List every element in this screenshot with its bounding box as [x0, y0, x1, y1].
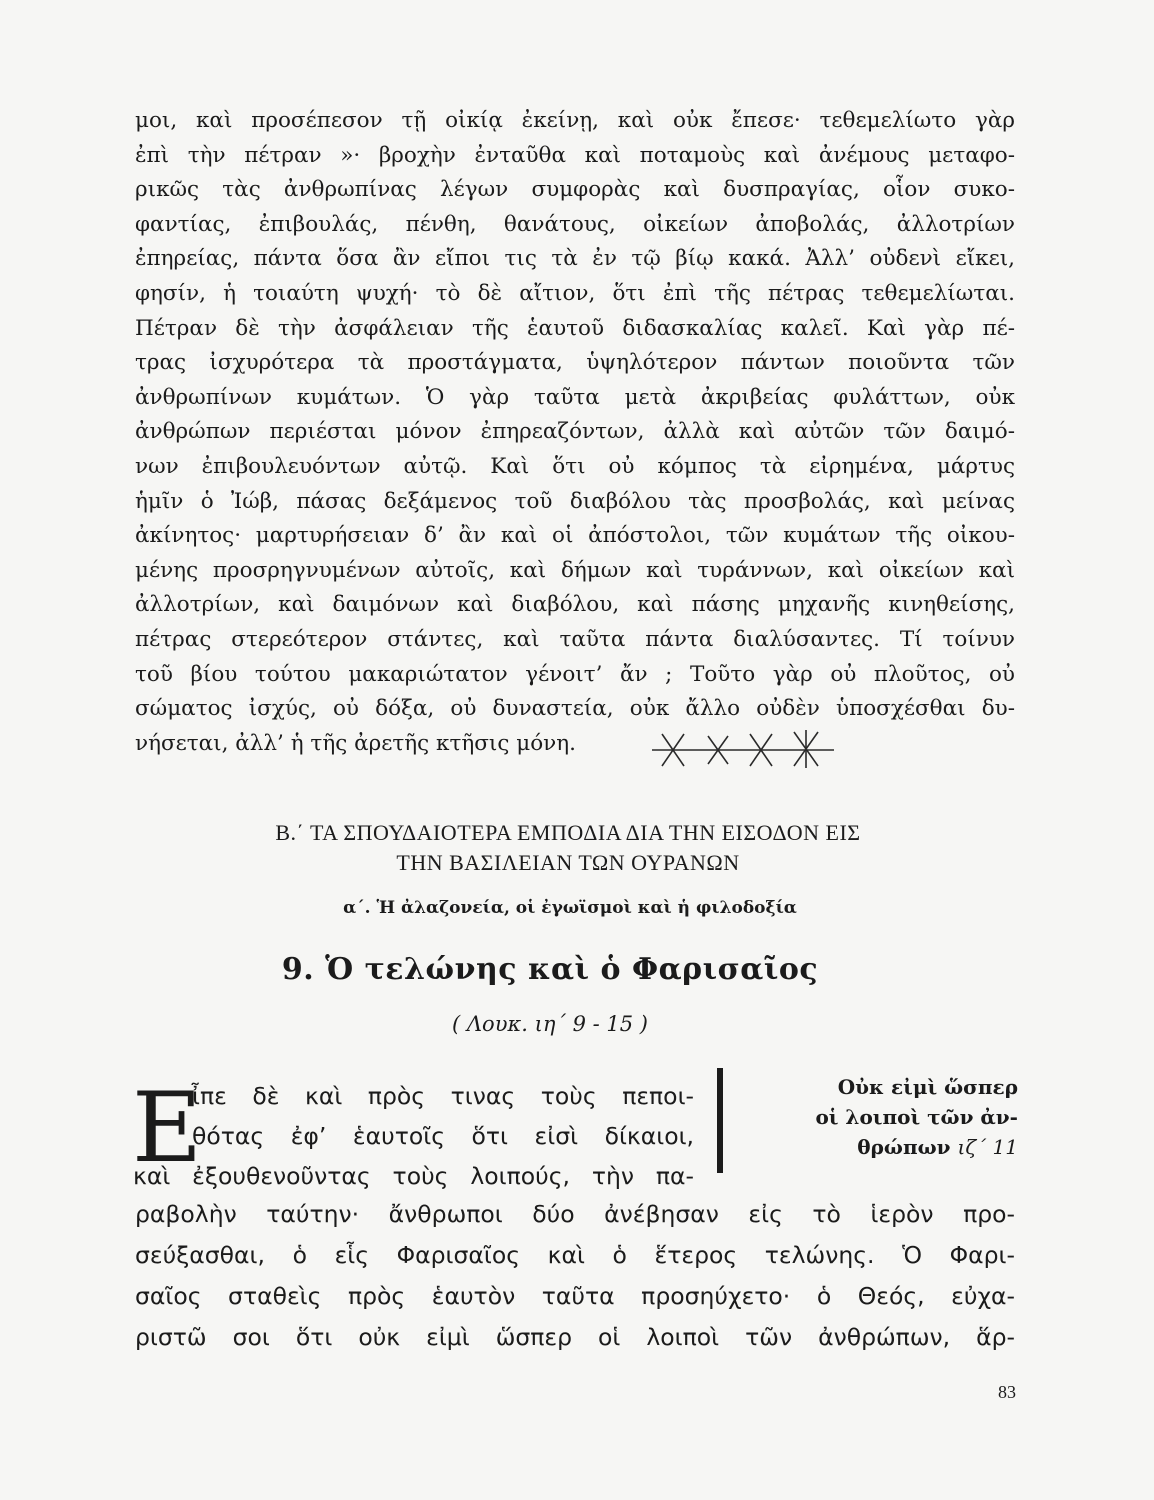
- text-line: ριστῶ σοι ὅτι οὐκ εἰμὶ ὥσπερ οἱ λοιποὶ τῶν ἀνθρώπων, ἅρ-: [135, 1323, 1015, 1351]
- ornament-divider: [648, 726, 838, 770]
- text-line: μένης προσρηγνυμένων αὐτοῖς, καὶ δήμων καὶ τυράννων, καὶ οἰκείων καὶ: [135, 557, 1015, 583]
- upper-paragraph: [135, 104, 1015, 761]
- text-line: φαντίας, ἐπιβουλάς, πένθη, θανάτους, οἰκείων ἀποβολάς, ἀλλοτρίων: [135, 211, 1015, 237]
- sidebar-quote-line: Οὐκ εἰμὶ ὥσπερ: [837, 1075, 1018, 1099]
- sidebar-quote-line: θρώπων: [857, 1135, 951, 1159]
- text-line: νων ἐπιβουλευόντων αὐτῷ. Καὶ ὅτι οὐ κόμπος τὰ εἰρημένα, μάρτυς: [135, 453, 1015, 479]
- text-line: μοι, καὶ προσέπεσον τῇ οἰκίᾳ ἐκείνῃ, καὶ οὐκ ἔπεσε· τεθεμελίωτο γὰρ: [135, 108, 1015, 133]
- text-line: ἀνθρώπων περιέσται μόνον ἐπηρεαζόντων, ἀλλὰ καὶ αὐτῶν τῶν δαιμό-: [135, 419, 1015, 445]
- text-line: ἡμῖν ὁ Ἰώβ, πάσας δεξάμενος τοῦ διαβόλου τὰς προσβολάς, καὶ μείνας: [135, 488, 1015, 514]
- sidebar-quote-reference: ιζ΄ 11: [957, 1135, 1018, 1159]
- text-line: τρας ἰσχυρότερα τὰ προστάγματα, ὑψηλότερον πάντων ποιοῦντα τῶν: [135, 350, 1015, 376]
- page-number: 83: [998, 1382, 1016, 1402]
- text-line: πέτρας στερεότερον στάντες, καὶ ταῦτα πάντα διαλύσαντες. Τί τοίνυν: [135, 626, 1015, 652]
- text-line: φησίν, ἡ τοιαύτη ψυχή· τὸ δὲ αἴτιον, ὅτι ἐπὶ τῆς πέτρας τεθεμελίωται.: [135, 280, 1015, 306]
- section-heading-line: Β.΄ ΤΑ ΣΠΟΥΔΑΙΟΤΕΡΑ ΕΜΠΟΔΙΑ ΔΙΑ ΤΗΝ ΕΙΣΟΔΟΝ ΕΙΣ: [275, 820, 861, 845]
- text-line: καὶ ἐξουθενοῦντας τοὺς λοιπούς, τὴν πα-: [133, 1162, 694, 1190]
- sidebar-quote-last-line: [738, 1132, 1018, 1162]
- text-line: ἀλλοτρίων, καὶ δαιμόνων καὶ διαβόλου, καὶ πάσης μηχανῆς κινηθείσης,: [135, 592, 1015, 618]
- text-line: ἀνθρωπίνων κυμάτων. Ὁ γὰρ ταῦτα μετὰ ἀκριβείας φυλάττων, οὐκ: [135, 384, 1015, 410]
- text-line: σαῖος σταθεὶς πρὸς ἑαυτὸν ταῦτα προσηύχετο· ὁ Θεός, εὐχα-: [135, 1282, 1015, 1310]
- intro-paragraph: [133, 1076, 694, 1196]
- text-line: ἐπηρείας, πάντα ὅσα ἂν εἴποι τις τὰ ἐν τῷ βίῳ κακά. Ἀλλ’ οὐδενὶ εἴκει,: [135, 246, 1015, 272]
- chapter-title: 9. Ὁ τελώνης καὶ ὁ Φαρισαῖος: [281, 952, 819, 987]
- sidebar-rule: [717, 1068, 723, 1173]
- sidebar-quote-line: οἱ λοιποὶ τῶν ἀν-: [815, 1105, 1018, 1129]
- subheading: α΄. Ἡ ἀλαζονεία, οἱ ἐγωϊσμοὶ καὶ ἡ φιλοδοξία: [343, 898, 797, 918]
- text-line: ραβολὴν ταύτην· ἄνθρωποι δύο ἀνέβησαν εἰς τὸ ἱερὸν προ-: [135, 1200, 1015, 1228]
- text-line: ρικῶς τὰς ἀνθρωπίνας λέγων συμφορὰς καὶ δυσπραγίας, οἷον συκο-: [135, 177, 1015, 203]
- body-paragraph: [135, 1194, 1015, 1358]
- text-line: τοῦ βίου τούτου μακαριώτατον γένοιτ’ ἄν ; Τοῦτο γὰρ οὐ πλοῦτος, οὐ: [135, 661, 1015, 687]
- scripture-reference: ( Λουκ. ιη΄ 9 - 15 ): [452, 1012, 648, 1036]
- text-line: Πέτραν δὲ τὴν ἀσφάλειαν τῆς ἑαυτοῦ διδασκαλίας καλεῖ. Καὶ γὰρ πέ-: [135, 315, 1015, 341]
- text-line: ἶπε δὲ καὶ πρὸς τινας τοὺς πεποι-: [192, 1082, 694, 1110]
- text-line: θότας ἐφ’ ἑαυτοῖς ὅτι εἰσὶ δίκαιοι,: [192, 1122, 694, 1150]
- section-heading-line: ΤΗΝ ΒΑΣΙΛΕΙΑΝ ΤΩΝ ΟΥΡΑΝΩΝ: [396, 850, 740, 875]
- text-line: σώματος ἰσχύς, οὐ δόξα, οὐ δυναστεία, οὐκ ἄλλο οὐδὲν ὑποσχέσθαι δυ-: [135, 696, 1015, 722]
- text-line: σεύξασθαι, ὁ εἷς Φαρισαῖος καὶ ὁ ἕτερος τελώνης. Ὁ Φαρι-: [135, 1241, 1015, 1269]
- drop-cap: Ε: [132, 1072, 203, 1184]
- text-line: νήσεται, ἀλλ’ ἡ τῆς ἀρετῆς κτῆσις μόνη.: [135, 730, 576, 756]
- section-heading: [190, 818, 946, 878]
- sidebar-quote: [738, 1072, 1018, 1162]
- text-line: ἐπὶ τὴν πέτραν »· βροχὴν ἐνταῦθα καὶ ποταμοὺς καὶ ἀνέμους μεταφο-: [135, 142, 1015, 168]
- text-line: ἀκίνητος· μαρτυρήσειαν δ’ ἂν καὶ οἱ ἀπόστολοι, τῶν κυμάτων τῆς οἰκου-: [135, 523, 1015, 549]
